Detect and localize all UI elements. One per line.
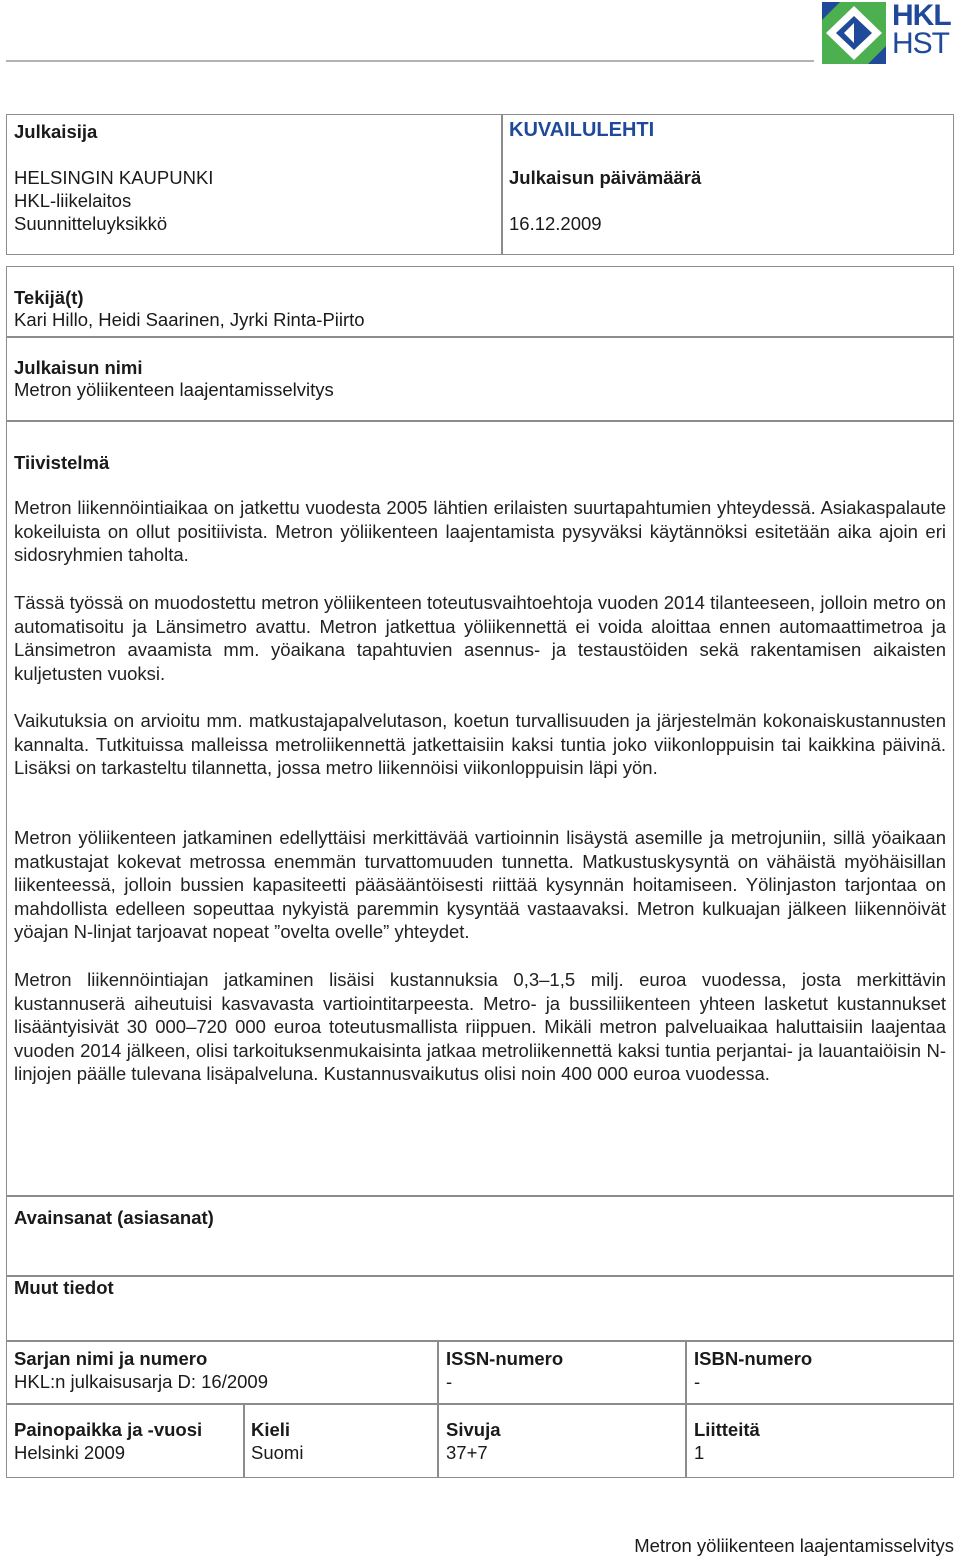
print-place-label: Painopaikka ja -vuosi xyxy=(14,1419,203,1440)
summary-paragraph-3: Vaikutuksia on arvioitu mm. matkustajapalvelutason, koetun turvallisuuden ja järjestelmän kokonaiskustannusten kannalta. Tutkituissa malleissa metroliikennettä jatkettaisiin kaksi tuntia joko viikonloppuisin tai kaikkina päivinä. Lisäksi on tarkasteltu tilannetta, jossa metro liikennöisi viikonloppuisin läpi yön. xyxy=(14,710,946,778)
summary-paragraph-2: Tässä työssä on muodostettu metron yöliikenteen toteutusvaihtoehtoja vuoden 2014 tilanteeseen, jolloin metro on automatisoitu ja Länsimetro avattu. Metron jatkettua yöliikennettä ei voida aloittaa ennen automaattimetroa ja Länsimetron avaamista mm. yöaikana tapahtuvien asennus- ja testaustöiden sekä rakentamisen aikaisten kuljetusten vuoksi. xyxy=(14,592,946,684)
other-info-divider xyxy=(6,1340,954,1342)
doc-type-heading: KUVAILULEHTI xyxy=(509,119,655,141)
pub-date-value: 16.12.2009 xyxy=(509,213,602,234)
authors-value: Kari Hillo, Heidi Saarinen, Jyrki Rinta-Piirto xyxy=(14,309,365,330)
summary-paragraph-1: Metron liikennöintiaikaa on jatkettu vuodesta 2005 lähtien erilaisten suurtapahtumien yhteydessä. Asiakaspalaute kokeiluista on ollut positiivista. Metron yöliikenteen laajentamista pysyväksi käytännöksi esitetään aika ajoin eri sidosryhmien taholta. xyxy=(14,497,946,565)
isbn-value: - xyxy=(694,1371,701,1392)
page-footer-title: Metron yöliikenteen laajentamisselvitys xyxy=(634,1535,954,1556)
publisher-line-2: HKL-liikelaitos xyxy=(14,190,132,211)
print-place-value: Helsinki 2009 xyxy=(14,1442,126,1463)
issn-label: ISSN-numero xyxy=(446,1348,564,1369)
title-label: Julkaisun nimi xyxy=(14,357,143,378)
hkl-hst-logo xyxy=(822,2,956,64)
series-col-divider-1 xyxy=(437,1340,439,1478)
summary-paragraph-5: Metron liikennöintiajan jatkaminen lisäisi kustannuksia 0,3–1,5 milj. euroa vuodessa, josta merkittävin kustannuserä aiheutuisi kasvavasta vartiointitarpeesta. Metro- ja bussiliikenteen yhteen lasketut kustannukset lisääntyisivät 30 000–720 000 euroa toteutusmallista riippuen. Mikäli metron palveluaikaa haluttaisiin laajentaa vuoden 2014 jälkeen, olisi tarkoituksenmukaisinta jatkaa metroliikennettä kaksi tuntia perjantai- ja lauantaiöisin N-linjojen päälle tulevana lisäpalveluna. Kustannusvaikutus olisi noin 400 000 euroa vuodessa. xyxy=(14,969,946,1084)
logo-line1: HKL xyxy=(892,0,951,32)
publisher-line-1: HELSINGIN KAUPUNKI xyxy=(14,167,214,188)
title-value: Metron yöliikenteen laajentamisselvitys xyxy=(14,379,334,400)
keywords-divider xyxy=(6,1275,954,1277)
publisher-divider xyxy=(501,114,503,255)
attachments-label: Liitteitä xyxy=(694,1419,760,1440)
series-value: HKL:n julkaisusarja D: 16/2009 xyxy=(14,1371,269,1392)
series-label: Sarjan nimi ja numero xyxy=(14,1348,208,1369)
other-info-label: Muut tiedot xyxy=(14,1277,114,1298)
hkl-logo-mark-icon xyxy=(822,2,886,64)
header-rule xyxy=(6,60,814,62)
isbn-label: ISBN-numero xyxy=(694,1348,813,1369)
pub-date-label: Julkaisun päivämäärä xyxy=(509,167,702,188)
series-col-divider-2 xyxy=(685,1340,687,1478)
language-label: Kieli xyxy=(251,1419,291,1440)
pages-value: 37+7 xyxy=(446,1442,488,1463)
summary-label: Tiivistelmä xyxy=(14,452,110,473)
pages-label: Sivuja xyxy=(446,1419,501,1440)
authors-divider xyxy=(6,336,954,338)
logo-line2: HST xyxy=(892,27,949,60)
publisher-line-3: Suunnitteluyksikkö xyxy=(14,213,168,234)
keywords-label: Avainsanat (asiasanat) xyxy=(14,1207,214,1228)
issn-value: - xyxy=(446,1371,453,1392)
series-divider xyxy=(6,1403,954,1405)
logo-wordmark xyxy=(892,2,956,58)
title-divider xyxy=(6,420,954,422)
publisher-label: Julkaisija xyxy=(14,121,98,142)
print-col-divider xyxy=(243,1403,245,1478)
attachments-value: 1 xyxy=(694,1442,705,1463)
summary-divider xyxy=(6,1195,954,1197)
authors-label: Tekijä(t) xyxy=(14,287,84,308)
language-value: Suomi xyxy=(251,1442,304,1463)
summary-paragraph-4: Metron yöliikenteen jatkaminen edellyttäisi merkittävää vartioinnin lisäystä asemille ja metrojuniin, sillä yöaikaan matkustajat kokevat metrossa enemmän turvattomuuden tunnetta. Matkustuskysyntä on vähäistä myöhäisillan liikenteessä, jolloin bussien kapasiteetti pääsääntöisesti riittää kysynnän hoitamiseen. Yölinjaston tarjontaa on mahdollista edelleen sopeuttaa nykyistä paremmin kysyntää vastaavaksi. Metron kulkuajan jälkeen liikennöivät yöajan N-linjat tarjoavat nopeat ”ovelta ovelle” yhteydet. xyxy=(14,827,946,942)
